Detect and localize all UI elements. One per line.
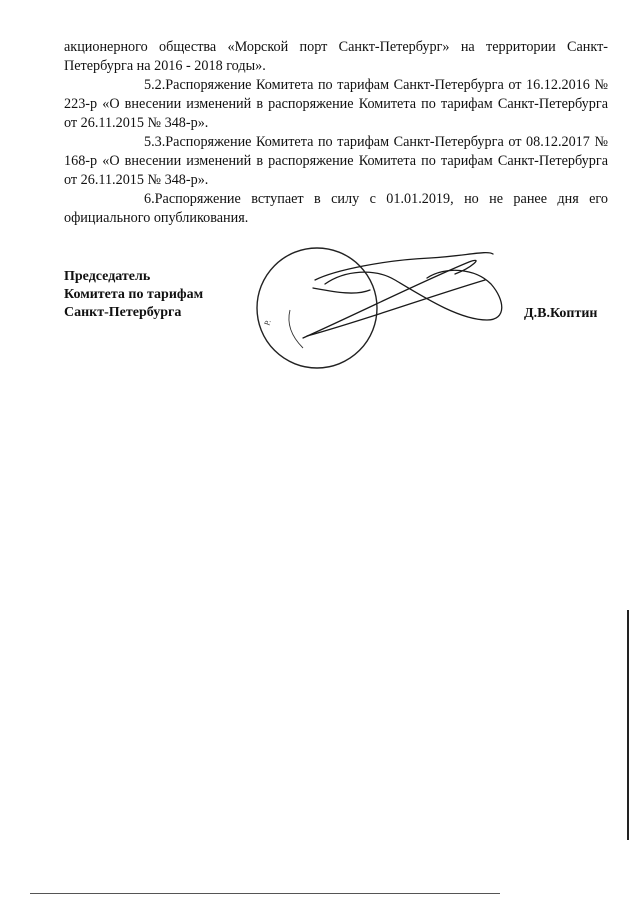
paragraph-6: [64, 190, 608, 228]
seal-icon: [255, 240, 515, 380]
paragraph-continuation: [64, 38, 608, 76]
handwritten-signature-icon: [303, 253, 502, 338]
paragraph-5-2: [64, 76, 608, 133]
signer-position: [64, 268, 203, 322]
seal-inner-arc: [289, 310, 303, 348]
paragraph-text: акционерного общества «Морской порт Санкт-Петербург» на территории Санкт-Петербурга на 2016 - 2018 годы».: [64, 39, 608, 74]
paragraph-number: 5.2.: [144, 77, 166, 93]
paragraph-5-3: [64, 133, 608, 190]
paragraph-text: Распоряжение Комитета по тарифам Санкт-Петербурга от 08.12.2017 № 168-р «О внесении изменений в распоряжение Комитета по тарифам Санкт-Петербурга от 26.11.2015 № 348-р».: [64, 134, 608, 188]
signer-position-line: Санкт-Петербурга: [64, 305, 182, 320]
paragraph-number: 6.: [144, 191, 155, 207]
signer-position-line: Председатель: [64, 269, 151, 284]
paragraph-text: Распоряжение Комитета по тарифам Санкт-Петербурга от 16.12.2016 № 223-р «О внесении изменений в распоряжение Комитета по тарифам Санкт-Петербурга от 26.11.2015 № 348-р».: [64, 77, 608, 131]
seal-circle: [257, 248, 377, 368]
scan-edge-line: [627, 610, 629, 840]
footer-divider: [30, 893, 500, 894]
paragraph-text: Распоряжение вступает в силу с 01.01.2019, но не ранее дня его официального опубликования.: [64, 191, 608, 226]
document-body: [64, 38, 608, 228]
signer-position-line: Комитета по тарифам: [64, 287, 204, 302]
seal-text: Р.: [262, 318, 273, 327]
paragraph-number: 5.3.: [144, 134, 166, 150]
signer-name: Д.В.Коптин: [524, 306, 598, 321]
